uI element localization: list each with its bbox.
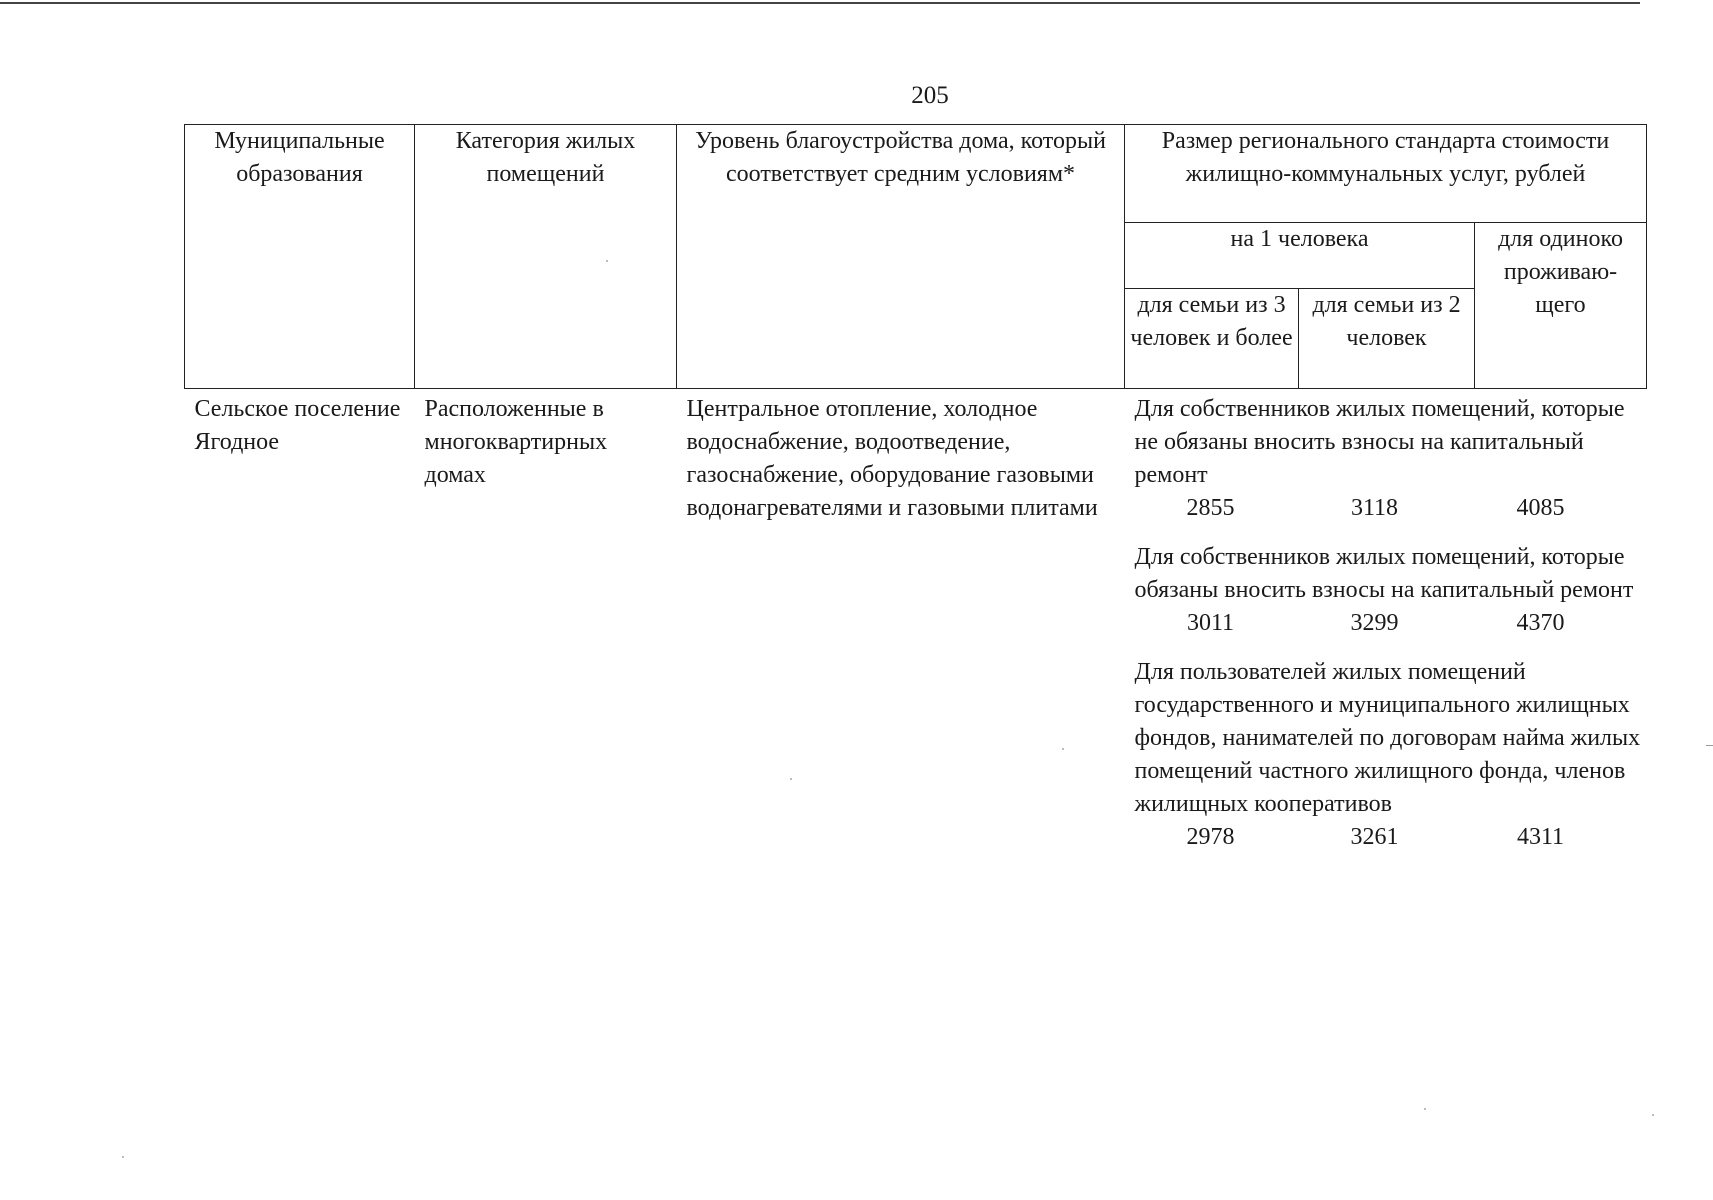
value-family-3-plus: 2978 (1186, 824, 1235, 850)
group-label: Для собственников жилых помещений, которые обязаны вносить взносы на капитальный ремонт (1134, 544, 1634, 603)
value-family-2: 3299 (1350, 610, 1399, 636)
municipality-name: Сельское поселение Ягодное (194, 396, 401, 455)
top-border-line (0, 2, 1640, 4)
cell-municipality (185, 389, 415, 871)
value-single: 4085 (1516, 495, 1565, 521)
cost-group-owners-no-repair-fee (1135, 393, 1641, 525)
value-family-3-plus: 2855 (1186, 495, 1235, 521)
page-number: 205 (911, 82, 949, 109)
value-family-2: 3118 (1350, 495, 1399, 521)
group-values (1135, 492, 1641, 525)
header-standard-size: Размер регионального стандарта стоимости жилищно-коммунальных услуг, рублей (1125, 125, 1647, 223)
cell-cost-groups (1125, 389, 1647, 871)
scan-speck (1424, 1108, 1426, 1110)
scan-speck (790, 778, 792, 780)
cost-group-tenants-and-cooperatives (1135, 656, 1641, 854)
value-family-3-plus: 3011 (1186, 610, 1235, 636)
header-family-3-plus: для семьи из 3 человек и более (1125, 289, 1299, 389)
cost-group-owners-with-repair-fee (1135, 541, 1641, 640)
header-per-person: на 1 человека (1125, 223, 1475, 289)
group-label: Для собственников жилых помещений, которые не обязаны вносить взносы на капитальный ремонт (1134, 396, 1625, 488)
value-single: 4311 (1516, 824, 1565, 850)
group-values (1135, 821, 1641, 854)
header-family-2: для семьи из 2 человек (1299, 289, 1475, 389)
header-improvement-level: Уровень благоустройства дома, который соответствует средним условиям* (677, 125, 1125, 389)
scan-speck (122, 1156, 124, 1158)
scan-edge-mark (1706, 745, 1713, 746)
improvement-level-text: Центральное отопление, холодное водоснабжение, водоотведение, газоснабжение, оборудование газовыми водонагревателями и газовыми плитами (686, 396, 1098, 521)
header-single-resident: для одиноко проживаю-щего (1475, 223, 1647, 389)
value-single: 4370 (1516, 610, 1565, 636)
category-name: Расположенные в многоквартирных домах (424, 396, 608, 488)
cell-category (415, 389, 677, 871)
scan-speck (1652, 1114, 1654, 1116)
header-category: Категория жилых помещений (415, 125, 677, 389)
scan-speck (1062, 748, 1064, 750)
group-label: Для пользователей жилых помещений государственного и муниципального жилищных фондов, нанимателей по договорам найма жилых помещений частного жилищного фонда, членов жилищных кооперативов (1134, 659, 1641, 817)
scan-speck (606, 260, 608, 262)
housing-cost-standard-table (184, 124, 1647, 870)
value-family-2: 3261 (1350, 824, 1399, 850)
header-municipality: Муниципальные образования (185, 125, 415, 389)
group-values (1135, 607, 1641, 640)
cell-improvement-level (677, 389, 1125, 871)
